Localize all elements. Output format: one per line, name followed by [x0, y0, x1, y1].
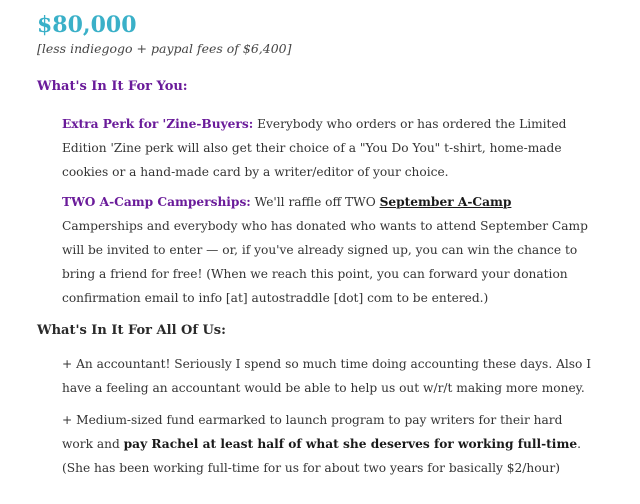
perk-zine-buyers-title: Extra Perk for 'Zine-Buyers:: [62, 117, 254, 131]
item-writers-fund-bold: pay Rachel at least half of what she deserves for working full-time: [123, 437, 578, 451]
item-writers-fund-text-after: . (She has been working full-time for us for about two years for basically $2/hour): [62, 437, 581, 475]
perk-camperships-text-before: We'll raffle off TWO: [250, 195, 380, 209]
funding-goal-amount: $80,000: [37, 12, 137, 38]
item-writers-fund: [62, 408, 592, 480]
perk-camperships: [62, 190, 592, 310]
fees-note: [less indiegogo + paypal fees of $6,400]: [37, 41, 292, 56]
perk-camperships-text-after: Camperships and everybody who has donated who wants to attend September Camp will be invited to enter — or, if you've already signed up, you can win the chance to bring a friend for free! (When we reach this point, you can forward your donation confirmation email to info [at] autostraddle [dot] com to be entered.): [62, 219, 588, 305]
perk-zine-buyers: [62, 112, 592, 184]
item-writers-fund-text-before: + Medium-sized fund earmarked to launch program to pay writers for their hard work and: [62, 413, 563, 451]
item-accountant: + An accountant! Seriously I spend so much time doing accounting these days. Also I have a feeling an accountant would be able to help us out w/r/t making more money.: [62, 357, 592, 395]
september-a-camp-link[interactable]: September A-Camp: [379, 195, 512, 209]
perk-zine-buyers-text: Everybody who orders or has ordered the Limited Edition 'Zine perk will also get their choice of a "You Do You" t-shirt, home-made cookies or a hand-made card by a writer/editor of your choice.: [62, 117, 567, 179]
article-section: [37, 12, 627, 480]
for-all-heading: What's In It For All Of Us:: [37, 323, 226, 338]
perk-camperships-title: TWO A-Camp Camperships:: [62, 195, 251, 209]
for-you-heading: What's In It For You:: [37, 79, 188, 94]
